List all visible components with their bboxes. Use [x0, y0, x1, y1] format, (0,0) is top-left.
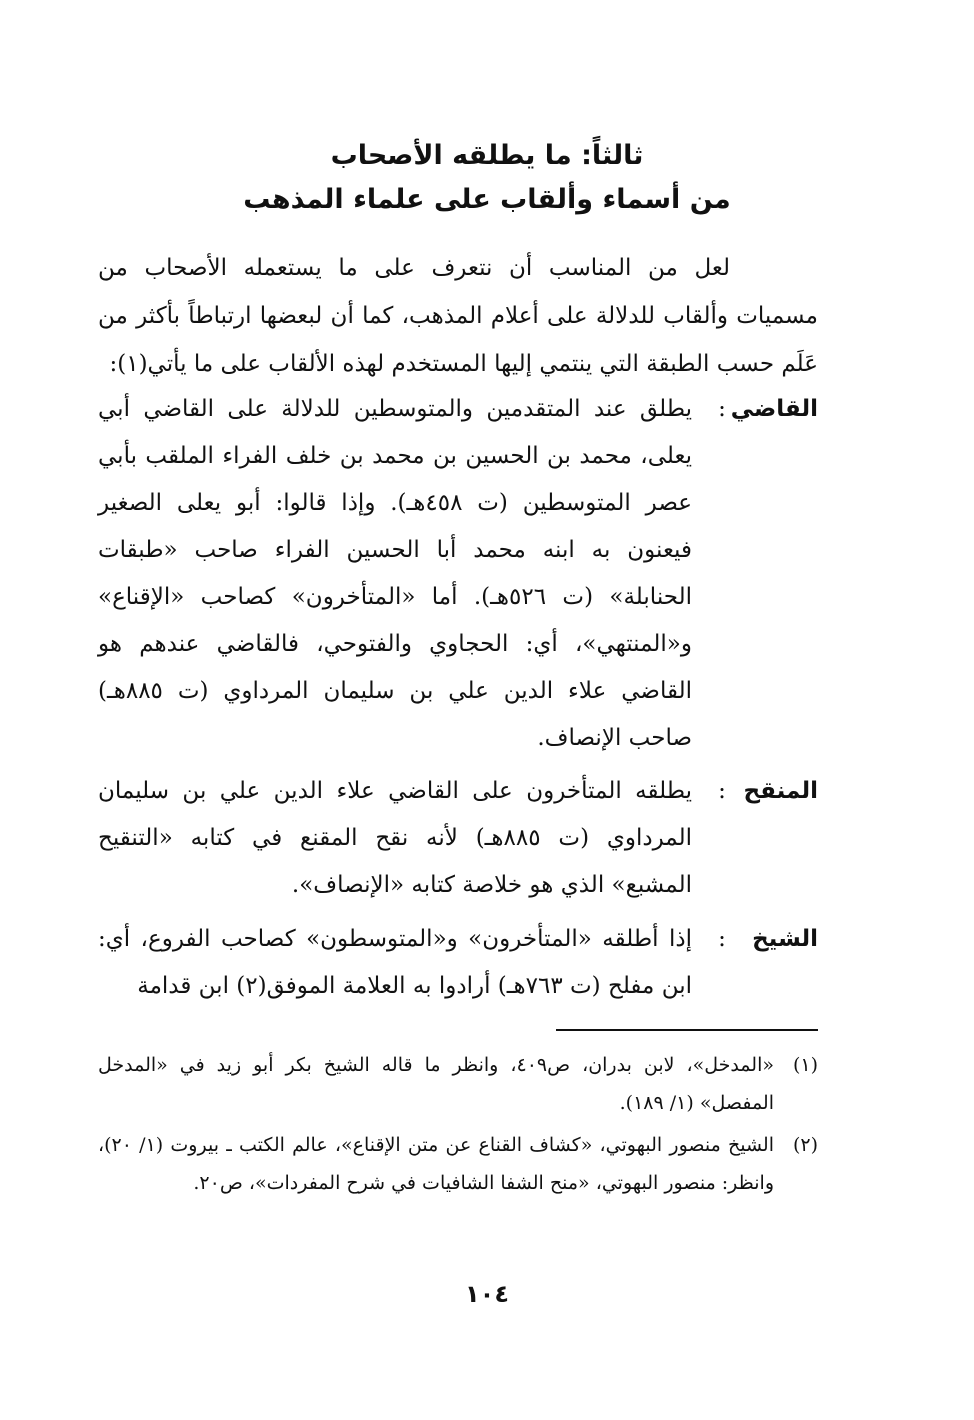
term-definition: إذا أطلقه «المتأخرون» و«المتوسطون» كصاحب الفروع، أي: ابن مفلح (ت ٧٦٣هـ) أرادوا به العلامة الموفق(٢) ابن قدامة	[98, 926, 692, 999]
section-subtitle: من أسماء وألقاب على علماء المذهب	[243, 184, 731, 215]
footnote-text: الشيخ منصور البهوتي، «كشاف القناع عن متن الإقناع»، عالم الكتب ـ بيروت (١/ ٢٠)، وانظر: منصور البهوتي، «منح الشفا الشافيات في شرح المفردات»، ص٢٠.	[98, 1134, 774, 1194]
footnote-separator	[556, 1029, 818, 1031]
intro-paragraph: لعل من المناسب أن نتعرف على ما يستعمله الأصحاب من مسميات وألقاب للدلالة على أعلام المذهب، كما أن لبعضها ارتباطاً بأكثر من عَلَم حسب الطبقة التي ينتمي إليها المستخدم لهذه الألقاب على ما يأتي(١):	[98, 255, 818, 377]
term-colon: :	[718, 778, 726, 804]
term-colon: :	[718, 396, 726, 422]
term-entry-qadi	[98, 386, 818, 762]
page-number: ١٠٤	[465, 1280, 509, 1308]
footnote-number: (١)	[792, 1054, 818, 1076]
term-label: المنقح	[743, 778, 818, 804]
term-definition: يطلق عند المتقدمين والمتوسطين للدلالة على القاضي أبي يعلى، محمد بن الحسين بن محمد بن خلف الفراء الملقب بأبي عصر المتوسطين (ت ٤٥٨هـ). وإذا قالوا: أبو يعلى الصغير فيعنون به ابنه محمد أبا الحسين الفراء صاحب «طبقات الحنابلة» (ت ٥٢٦هـ). أما «المتأخرون» كصاحب «الإقناع» و«المنتهي»، أي: الحجاوي والفتوحي، فالقاضي عندهم هو القاضي علاء الدين علي بن سليمان المرداوي (ت ٨٨٥هـ) صاحب الإنصاف.	[98, 396, 693, 751]
footnote-number: (٢)	[792, 1134, 818, 1156]
term-label: الشيخ	[752, 926, 818, 952]
term-entry-shaykh	[98, 916, 818, 1010]
footnote	[98, 1126, 818, 1202]
footnote-text: «المدخل»، لابن بدران، ص٤٠٩، وانظر ما قاله الشيخ بكر أبو زيد في «المدخل المفصل» (١/ ١٨٩).	[98, 1054, 774, 1114]
section-title: ثالثاً: ما يطلقه الأصحاب	[330, 140, 644, 171]
term-entry-munaqqih	[98, 768, 818, 909]
term-definition: يطلقه المتأخرون على القاضي علاء الدين علي بن سليمان المرداوي (ت ٨٨٥هـ) لأنه نقح المقنع في كتابه «التنقيح المشبع» الذي هو خلاصة كتابه «الإنصاف».	[98, 778, 692, 898]
term-colon: :	[718, 926, 726, 952]
footnote	[98, 1046, 818, 1122]
term-label: القاضي	[730, 396, 818, 422]
